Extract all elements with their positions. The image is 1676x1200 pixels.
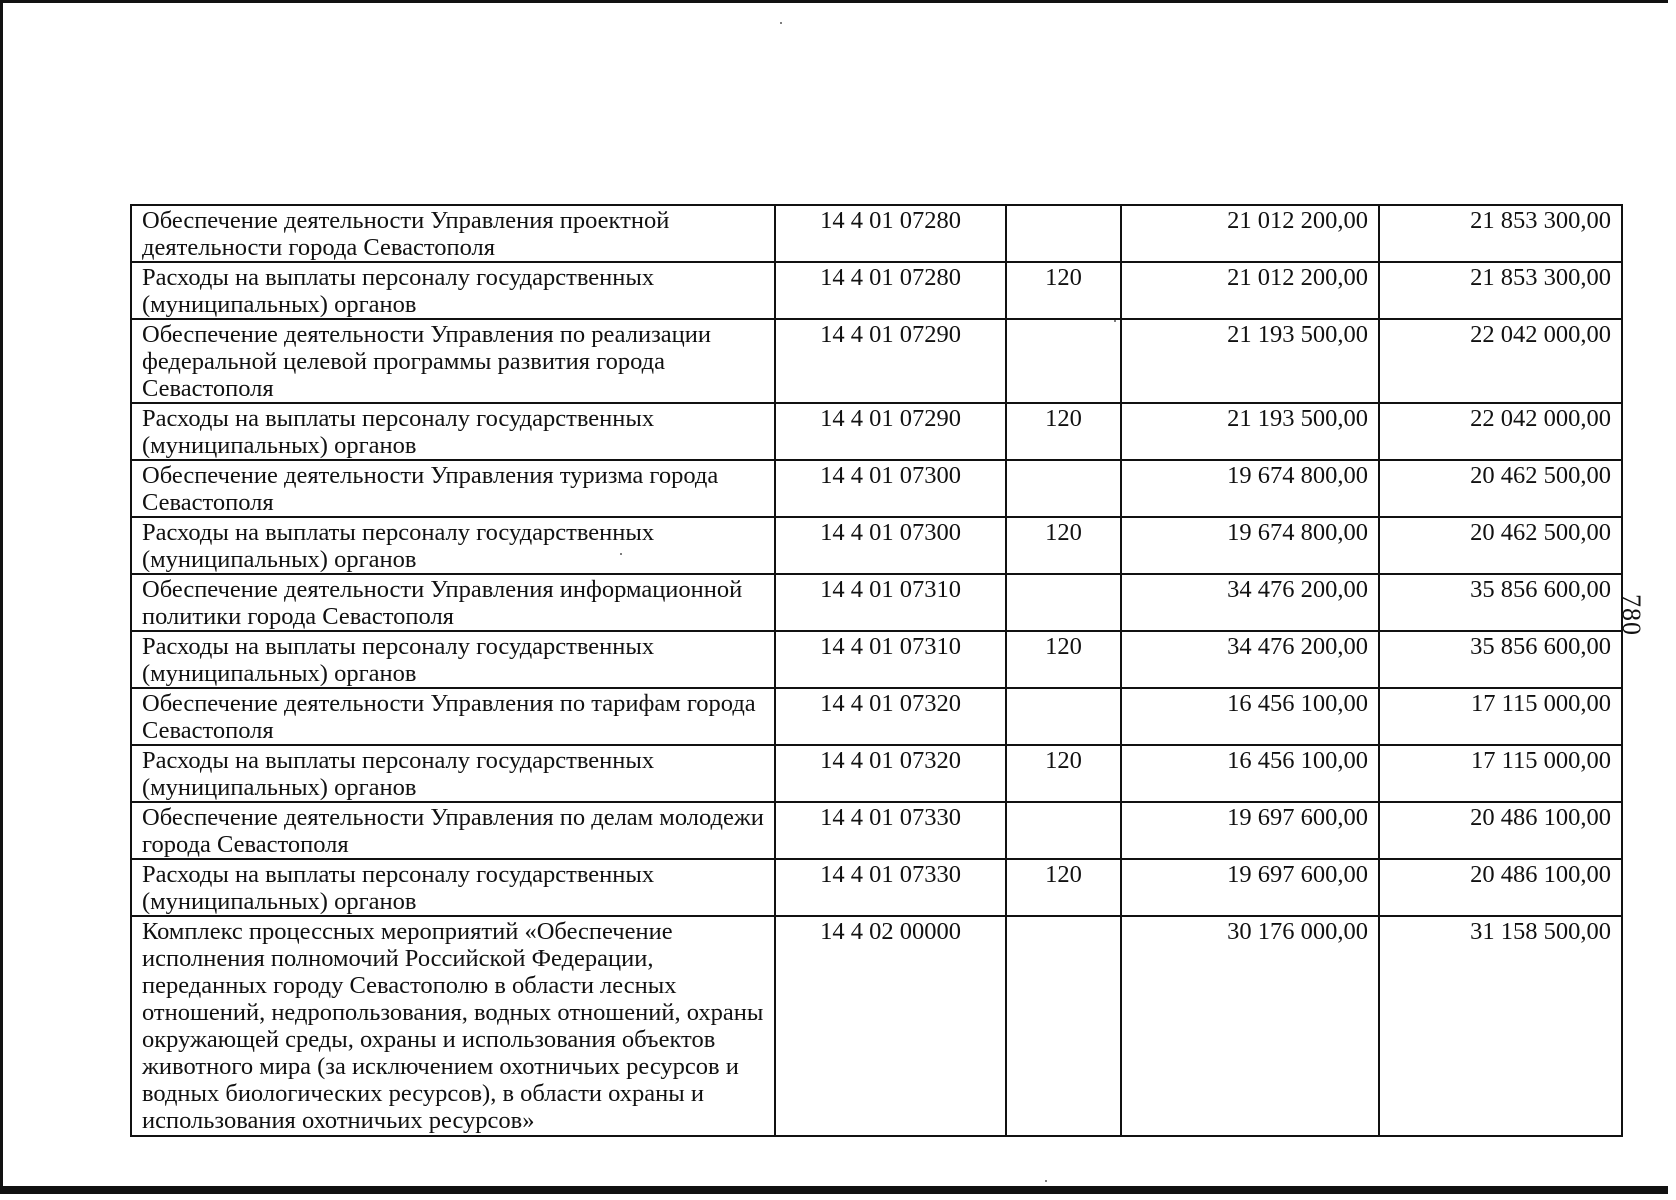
row-amount-2: 20 462 500,00 [1379,460,1622,517]
row-expense-type [1006,688,1121,745]
table-row [131,916,1622,1136]
row-amount-1: 21 193 500,00 [1121,403,1379,460]
row-name: Расходы на выплаты персоналу государственных (муниципальных) органов [131,859,775,916]
row-amount-1: 16 456 100,00 [1121,745,1379,802]
row-name: Расходы на выплаты персоналу государственных (муниципальных) органов [131,403,775,460]
row-expense-type [1006,574,1121,631]
table-row [131,859,1622,916]
row-name: Обеспечение деятельности Управления информационной политики города Севастополя [131,574,775,631]
table-row [131,688,1622,745]
page-number: 780 [1617,594,1646,636]
row-amount-2: 35 856 600,00 [1379,574,1622,631]
row-amount-2: 31 158 500,00 [1379,916,1622,1136]
row-expense-type: 120 [1006,859,1121,916]
row-name: Обеспечение деятельности Управления туризма города Севастополя [131,460,775,517]
row-name: Расходы на выплаты персоналу государственных (муниципальных) органов [131,262,775,319]
row-expense-type [1006,916,1121,1136]
row-target-code: 14 4 01 07280 [775,262,1006,319]
row-amount-1: 19 674 800,00 [1121,460,1379,517]
row-amount-2: 20 462 500,00 [1379,517,1622,574]
row-expense-type [1006,460,1121,517]
table-row [131,631,1622,688]
row-amount-1: 16 456 100,00 [1121,688,1379,745]
row-amount-1: 30 176 000,00 [1121,916,1379,1136]
table-row [131,403,1622,460]
row-amount-1: 19 697 600,00 [1121,859,1379,916]
row-name: Расходы на выплаты персоналу государственных (муниципальных) органов [131,631,775,688]
row-target-code: 14 4 01 07300 [775,460,1006,517]
row-name: Обеспечение деятельности Управления по реализации федеральной целевой программы развития города Севастополя [131,319,775,403]
row-expense-type: 120 [1006,517,1121,574]
row-amount-2: 22 042 000,00 [1379,403,1622,460]
row-amount-1: 21 012 200,00 [1121,205,1379,262]
row-amount-2: 17 115 000,00 [1379,688,1622,745]
row-amount-2: 35 856 600,00 [1379,631,1622,688]
row-amount-2: 21 853 300,00 [1379,205,1622,262]
row-amount-1: 21 193 500,00 [1121,319,1379,403]
row-target-code: 14 4 01 07300 [775,517,1006,574]
row-target-code: 14 4 01 07310 [775,574,1006,631]
table-row [131,574,1622,631]
table-row [131,460,1622,517]
table-row [131,319,1622,403]
row-target-code: 14 4 01 07330 [775,859,1006,916]
row-target-code: 14 4 01 07320 [775,688,1006,745]
row-amount-1: 19 697 600,00 [1121,802,1379,859]
scan-speck [780,22,782,24]
row-target-code: 14 4 01 07280 [775,205,1006,262]
table-row [131,517,1622,574]
row-amount-2: 22 042 000,00 [1379,319,1622,403]
row-target-code: 14 4 01 07290 [775,403,1006,460]
table-row [131,262,1622,319]
row-amount-2: 20 486 100,00 [1379,802,1622,859]
row-expense-type [1006,802,1121,859]
row-amount-2: 21 853 300,00 [1379,262,1622,319]
budget-table [130,204,1623,1137]
table-row [131,745,1622,802]
row-name: Обеспечение деятельности Управления по делам молодежи города Севастополя [131,802,775,859]
row-target-code: 14 4 02 00000 [775,916,1006,1136]
row-expense-type: 120 [1006,745,1121,802]
row-amount-1: 34 476 200,00 [1121,631,1379,688]
row-name: Обеспечение деятельности Управления по тарифам города Севастополя [131,688,775,745]
row-target-code: 14 4 01 07310 [775,631,1006,688]
row-name: Обеспечение деятельности Управления проектной деятельности города Севастополя [131,205,775,262]
row-target-code: 14 4 01 07330 [775,802,1006,859]
row-name: Расходы на выплаты персоналу государственных (муниципальных) органов [131,745,775,802]
row-amount-1: 21 012 200,00 [1121,262,1379,319]
table-row [131,802,1622,859]
row-expense-type: 120 [1006,262,1121,319]
row-expense-type [1006,205,1121,262]
row-amount-2: 17 115 000,00 [1379,745,1622,802]
budget-table-body [131,205,1622,1136]
row-expense-type [1006,319,1121,403]
row-expense-type: 120 [1006,631,1121,688]
row-amount-1: 34 476 200,00 [1121,574,1379,631]
table-row [131,205,1622,262]
row-amount-2: 20 486 100,00 [1379,859,1622,916]
row-target-code: 14 4 01 07290 [775,319,1006,403]
row-name: Расходы на выплаты персоналу государственных (муниципальных) органов [131,517,775,574]
row-amount-1: 19 674 800,00 [1121,517,1379,574]
row-name: Комплекс процессных мероприятий «Обеспечение исполнения полномочий Российской Федерации, переданных городу Севастополю в области лесных отношений, недропользования, водных отношений, охраны окружающей среды, охраны и использования объектов животного мира (за исключением охотничьих ресурсов и водных биологических ресурсов), в области охраны и использования охотничьих ресурсов» [131,916,775,1136]
scan-speck [1045,1180,1047,1182]
row-target-code: 14 4 01 07320 [775,745,1006,802]
row-expense-type: 120 [1006,403,1121,460]
